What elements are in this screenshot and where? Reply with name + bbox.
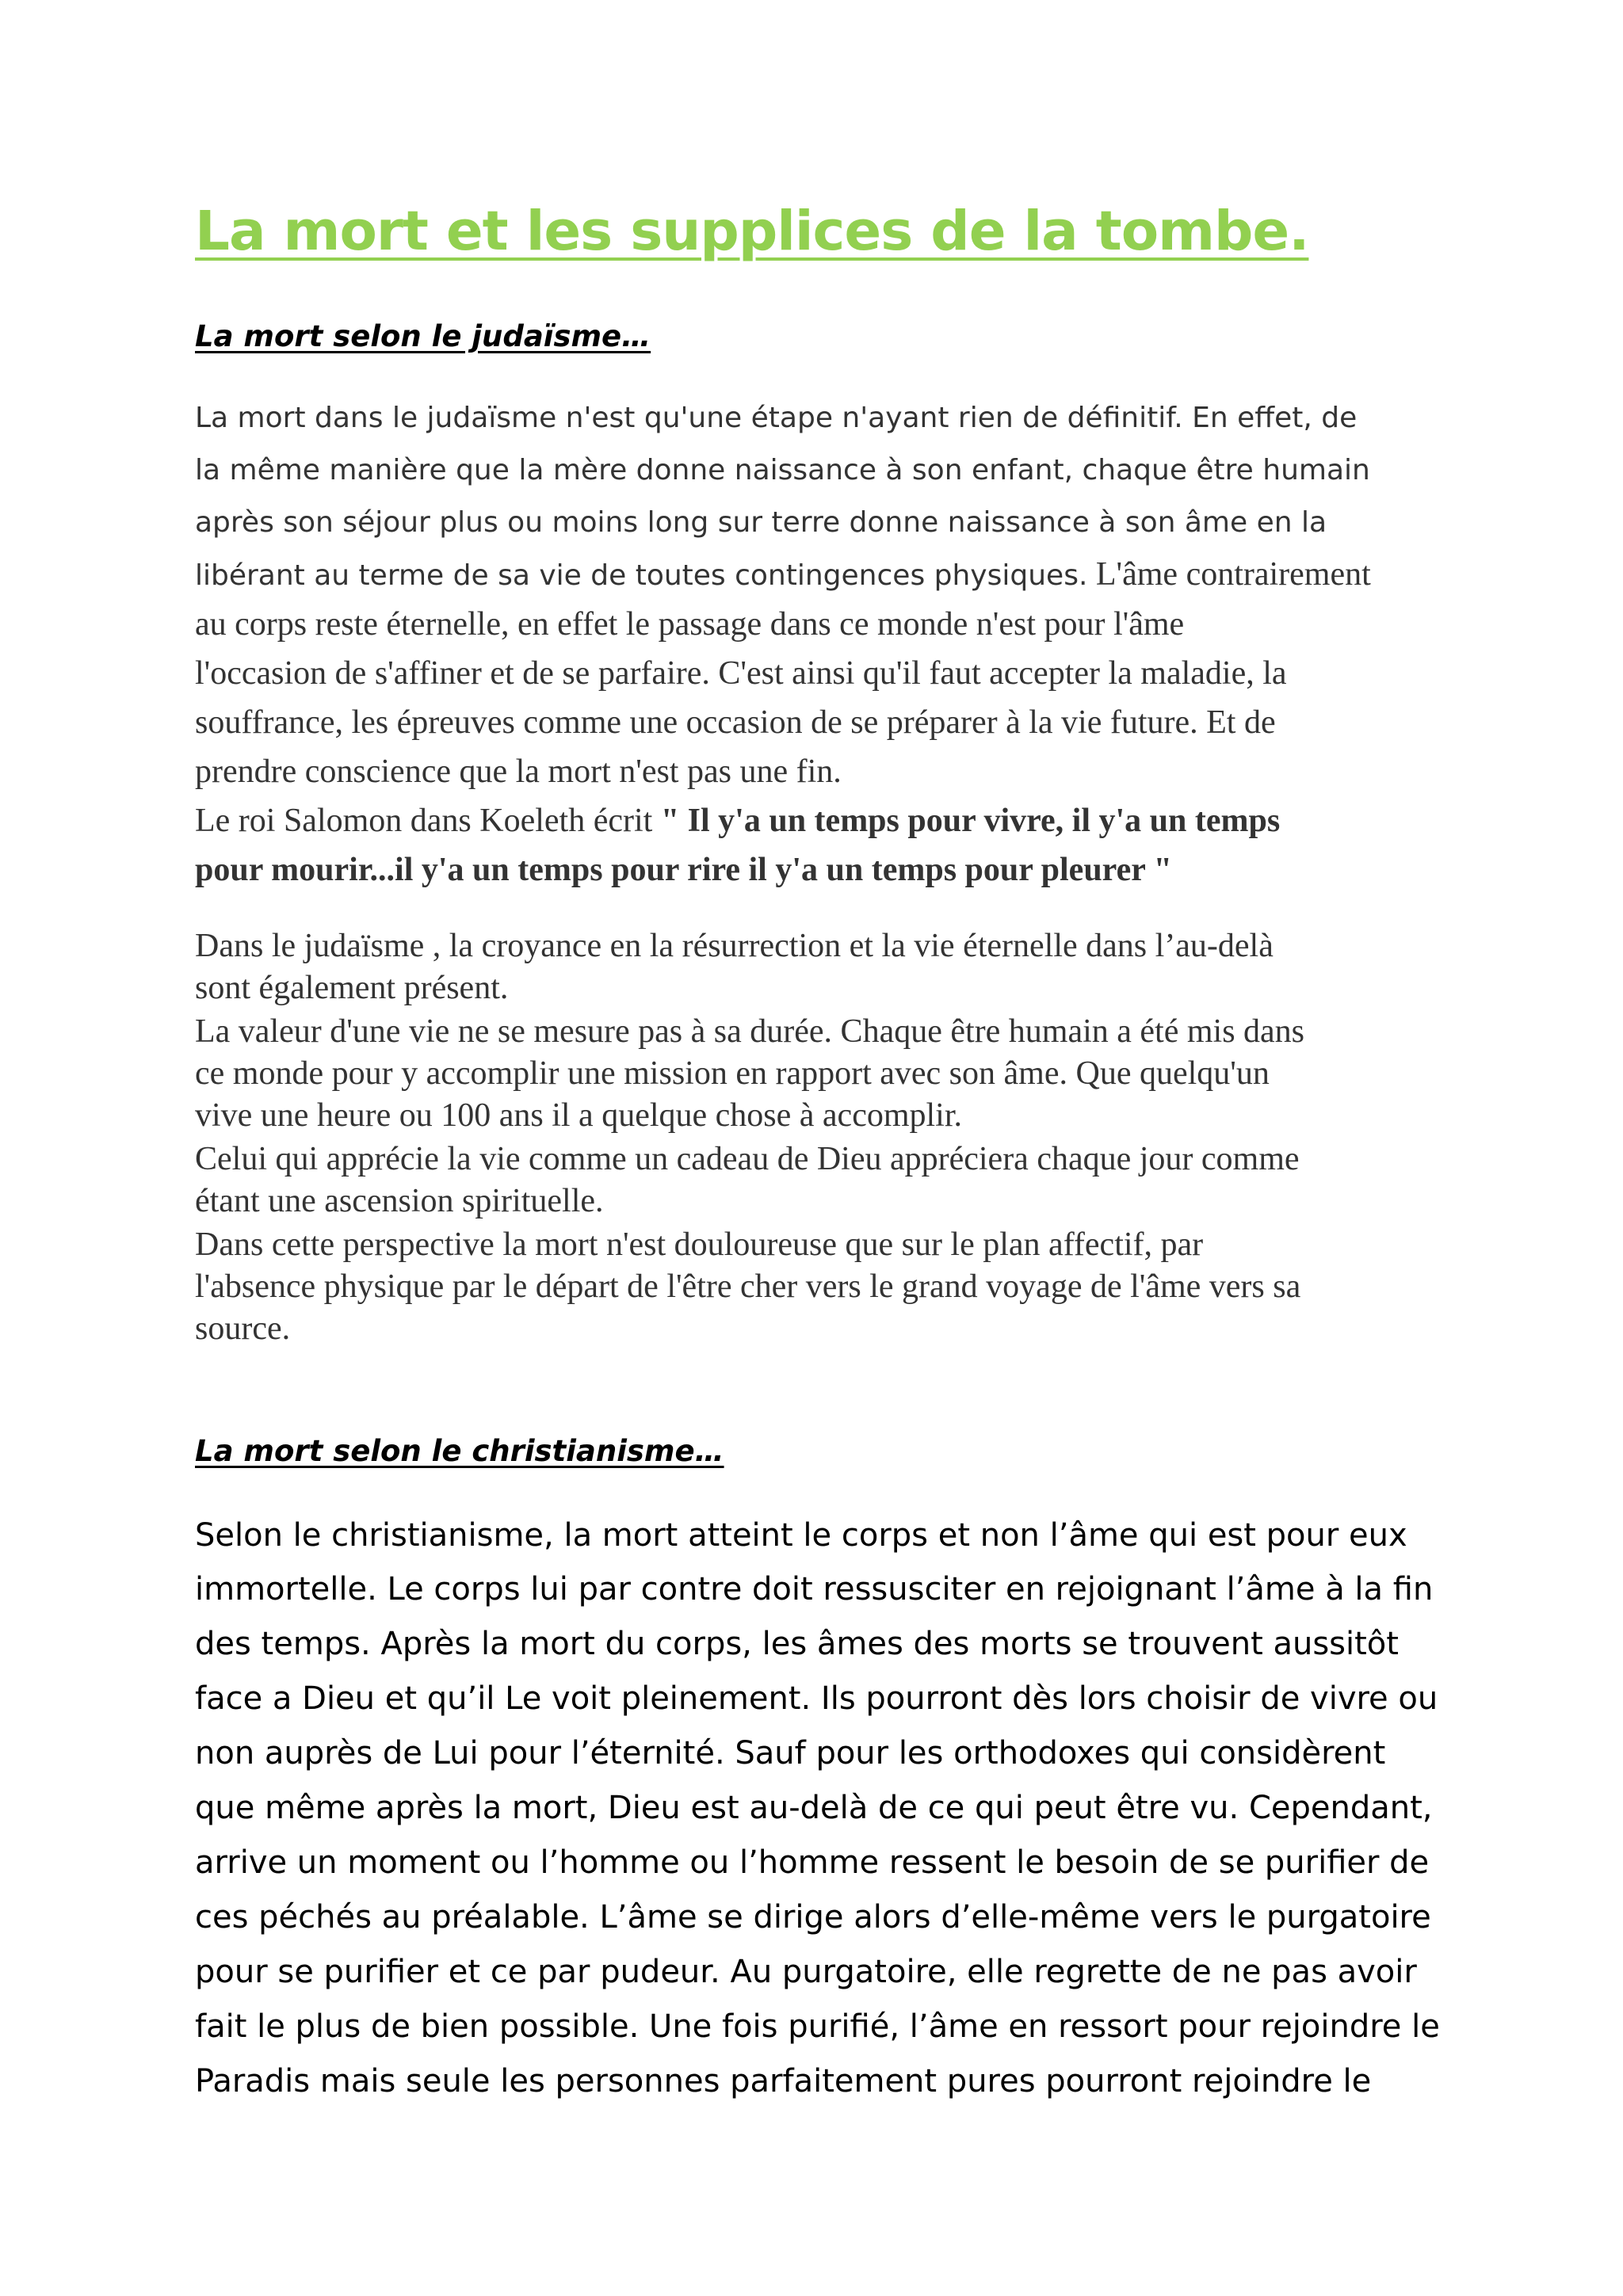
paragraph-line: après son séjour plus ou moins long sur terre donne naissance à son âme en la	[195, 506, 1327, 539]
section-heading-judaism: La mort selon le judaïsme…	[195, 319, 651, 353]
section-heading-christianity: La mort selon le christianisme…	[195, 1434, 724, 1468]
paragraph-line-mixed	[195, 555, 1371, 593]
paragraph-line: Dans cette perspective la mort n'est douloureuse que sur le plan affectif, par	[195, 1226, 1204, 1263]
quote-text: " Il y'a un temps pour vivre, il y'a un temps	[660, 803, 1281, 839]
paragraph-line: souffrance, les épreuves comme une occasion de se préparer à la vie future. Et de	[195, 704, 1276, 741]
quote-line	[195, 851, 1172, 889]
paragraph-line: Dans le judaïsme , la croyance en la résurrection et la vie éternelle dans l’au-delà	[195, 928, 1274, 964]
paragraph-line-sans-part: libérant au terme de sa vie de toutes contingences physiques.	[195, 559, 1088, 592]
paragraph-line: la même manière que la mère donne naissance à son enfant, chaque être humain	[195, 454, 1370, 486]
quote-line	[195, 802, 1280, 840]
paragraph-line: des temps. Après la mort du corps, les âmes des morts se trouvent aussitôt	[195, 1626, 1399, 1662]
paragraph-line: étant une ascension spirituelle.	[195, 1183, 604, 1219]
paragraph-line: La valeur d'une vie ne se mesure pas à sa durée. Chaque être humain a été mis dans	[195, 1013, 1305, 1050]
paragraph-line: immortelle. Le corps lui par contre doit ressusciter en rejoignant l’âme à la fin	[195, 1571, 1434, 1608]
paragraph-line: l'occasion de s'affiner et de se parfaire. C'est ainsi qu'il faut accepter la maladie, la	[195, 655, 1287, 692]
quote-intro: Le roi Salomon dans Koeleth écrit	[195, 803, 661, 839]
paragraph-line: au corps reste éternelle, en effet le passage dans ce monde n'est pour l'âme	[195, 606, 1185, 643]
paragraph-line: Selon le christianisme, la mort atteint le corps et non l’âme qui est pour eux	[195, 1517, 1407, 1554]
paragraph-line: ces péchés au préalable. L’âme se dirige alors d’elle-même vers le purgatoire	[195, 1899, 1431, 1936]
paragraph-line-serif-part: L'âme contrairement	[1087, 556, 1371, 593]
paragraph-line: face a Dieu et qu’il Le voit pleinement. Ils pourront dès lors choisir de vivre ou	[195, 1680, 1438, 1717]
paragraph-line: arrive un moment ou l’homme ou l’homme ressent le besoin de se purifier de	[195, 1844, 1430, 1881]
paragraph-line: vive une heure ou 100 ans il a quelque chose à accomplir.	[195, 1097, 963, 1134]
paragraph-line: fait le plus de bien possible. Une fois purifié, l’âme en ressort pour rejoindre le	[195, 2008, 1440, 2045]
document-title: La mort et les supplices de la tombe.	[195, 200, 1309, 263]
paragraph-line: pour se purifier et ce par pudeur. Au purgatoire, elle regrette de ne pas avoir	[195, 1954, 1417, 1990]
paragraph-line: que même après la mort, Dieu est au-delà de ce qui peut être vu. Cependant,	[195, 1790, 1433, 1826]
paragraph-line: l'absence physique par le départ de l'être cher vers le grand voyage de l'âme vers sa	[195, 1268, 1301, 1305]
paragraph-line: non auprès de Lui pour l’éternité. Sauf pour les orthodoxes qui considèrent	[195, 1735, 1386, 1772]
paragraph-line: ce monde pour y accomplir une mission en rapport avec son âme. Que quelqu'un	[195, 1055, 1270, 1092]
paragraph-line: Paradis mais seule les personnes parfaitement pures pourront rejoindre le	[195, 2063, 1372, 2100]
paragraph-line: sont également présent.	[195, 970, 509, 1006]
paragraph-line: La mort dans le judaïsme n'est qu'une étape n'ayant rien de définitif. En effet, de	[195, 402, 1358, 434]
quote-text: pour mourir...il y'a un temps pour rire il y'a un temps pour pleurer "	[195, 852, 1172, 888]
paragraph-line: source.	[195, 1310, 291, 1347]
paragraph-line: prendre conscience que la mort n'est pas une fin.	[195, 753, 842, 790]
paragraph-line: Celui qui apprécie la vie comme un cadeau de Dieu appréciera chaque jour comme	[195, 1141, 1300, 1177]
